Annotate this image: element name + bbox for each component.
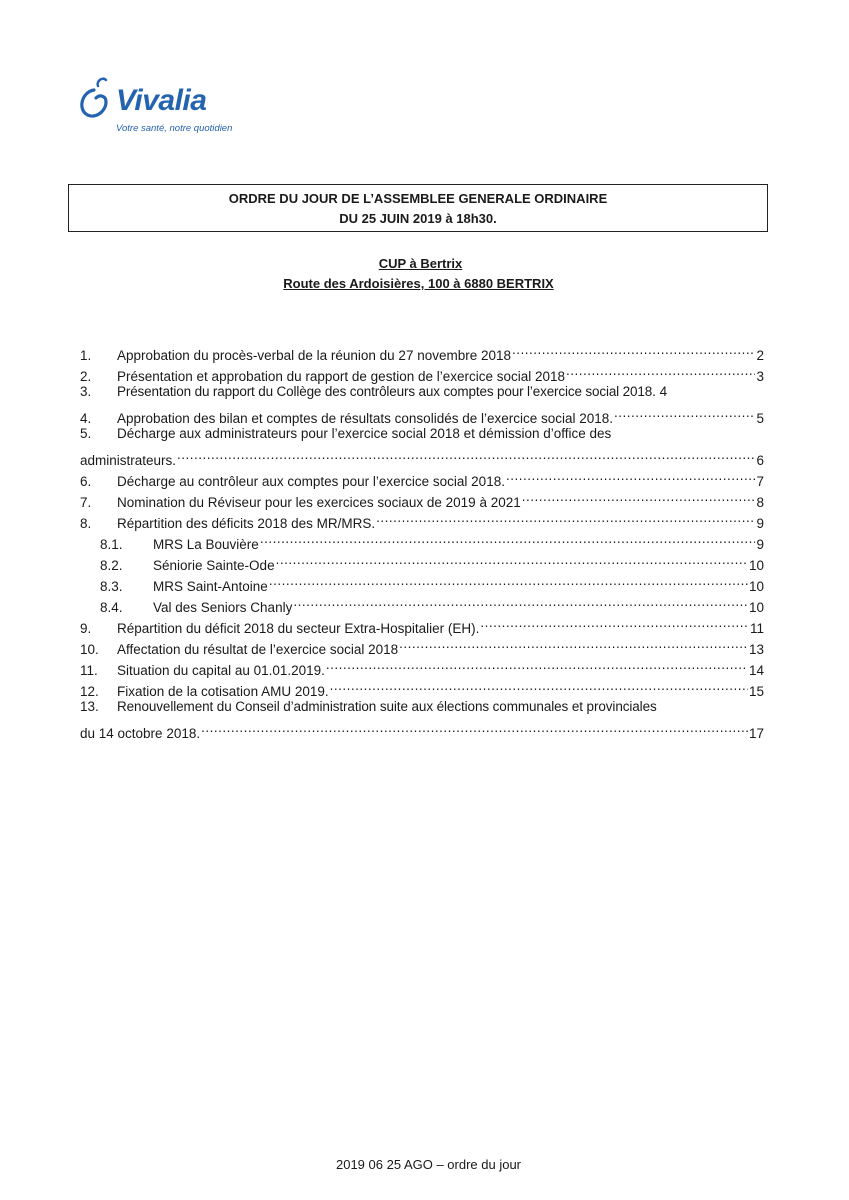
toc-item-label: Décharge au contrôleur aux comptes pour l’exercice social 2018. (117, 474, 505, 489)
toc-item-label: Répartition des déficits 2018 des MR/MRS. (117, 516, 376, 531)
toc-item (80, 696, 764, 717)
toc-item-number: 8.2. (100, 558, 123, 573)
toc-item-continuation (80, 444, 764, 468)
toc-item-page: 9 (756, 537, 764, 552)
toc-item-page: 2 (756, 348, 764, 363)
toc-item-number: 6. (80, 474, 92, 489)
toc-item (80, 465, 764, 489)
toc-item-label: Décharge aux administrateurs pour l’exercice social 2018 et démission d’office des (117, 426, 612, 441)
toc-item-label: Présentation du rapport du Collège des contrôleurs aux comptes pour l’exercice social 2018. (117, 384, 656, 399)
toc-item-page: 4 (659, 384, 668, 399)
logo-tagline: Votre santé, notre quotidien (116, 123, 233, 134)
toc-item-page: 8 (756, 495, 764, 510)
toc-item-page: 7 (756, 474, 764, 489)
toc-item-number: 5. (80, 426, 92, 441)
toc-item-number: 8.3. (100, 579, 123, 594)
page-footer (0, 1157, 849, 1172)
logo-wordmark: Vivalia (116, 84, 207, 117)
toc-item-label: Séniorie Sainte-Ode (153, 558, 275, 573)
toc-item-number: 10. (80, 642, 99, 657)
agenda-title-line2: DU 25 JUIN 2019 à 18h30. (339, 211, 497, 226)
toc-item-page: 3 (756, 369, 764, 384)
toc-item-label: Approbation des bilan et comptes de résultats consolidés de l’exercice social 2018. (117, 411, 614, 426)
toc-item (80, 402, 764, 426)
toc-item-page: 17 (748, 726, 764, 741)
toc-leader-dots (201, 717, 748, 738)
toc-item-number: 12. (80, 684, 99, 699)
toc-item-number: 11. (80, 663, 98, 678)
toc-item-page: 10 (748, 600, 764, 615)
toc-item-label: MRS La Bouvière (153, 537, 259, 552)
toc-leader-dots (177, 444, 755, 465)
toc-item-page: 11 (749, 621, 764, 636)
toc-item-label: Renouvellement du Conseil d’administration suite aux élections communales et provinciales (117, 699, 657, 714)
toc-item-label: MRS Saint-Antoine (153, 579, 268, 594)
meeting-location (0, 254, 849, 294)
toc-item-number: 13. (80, 699, 99, 714)
toc-item-number: 8.4. (100, 600, 123, 615)
toc-leader-dots (506, 465, 756, 486)
toc-item-page: 10 (748, 558, 764, 573)
vivalia-logo (76, 74, 246, 140)
toc-leader-dots (330, 675, 748, 696)
toc-item-page: 10 (748, 579, 764, 594)
location-place: CUP à Bertrix (378, 256, 463, 271)
toc-item-label: Répartition du déficit 2018 du secteur Extra-Hospitalier (EH). (117, 621, 480, 636)
toc-item-page: 13 (748, 642, 764, 657)
toc-leader-dots (260, 528, 756, 549)
toc-item-page: 5 (756, 411, 764, 426)
toc-item (80, 381, 764, 402)
location-address: Route des Ardoisières, 100 à 6880 BERTRIX (283, 276, 554, 291)
toc-item-label: Situation du capital au 01.01.2019. (117, 663, 325, 678)
toc-item-page: 6 (756, 453, 764, 468)
toc-item-label: Présentation et approbation du rapport de gestion de l’exercice social 2018 (117, 369, 566, 384)
toc-leader-dots (399, 633, 748, 654)
toc-item-label: administrateurs. (80, 453, 177, 468)
toc-item-number: 8.1. (100, 537, 123, 552)
toc-item-label: Fixation de la cotisation AMU 2019. (117, 684, 329, 699)
toc-leader-dots (326, 654, 748, 675)
agenda-title-box (68, 184, 768, 232)
logo-swirl-icon (76, 74, 120, 134)
toc-leader-dots (480, 612, 749, 633)
toc-item-number: 3. (80, 384, 92, 399)
toc-item-page: 14 (748, 663, 764, 678)
toc-leader-dots (512, 339, 755, 360)
agenda-title-line1: ORDRE DU JOUR DE L’ASSEMBLEE GENERALE ORDINAIRE (228, 191, 608, 206)
footer-text: 2019 06 25 AGO – ordre du jour (335, 1157, 521, 1172)
toc-item-label: Affectation du résultat de l’exercice social 2018 (117, 642, 399, 657)
toc-leader-dots (614, 402, 755, 423)
toc-item-page: 9 (756, 516, 764, 531)
toc-leader-dots (566, 360, 755, 381)
toc-leader-dots (376, 507, 755, 528)
toc-item-number: 7. (80, 495, 92, 510)
toc-item-page: 15 (748, 684, 764, 699)
table-of-contents (80, 339, 764, 741)
toc-item-number: 8. (80, 516, 92, 531)
toc-item-number: 4. (80, 411, 92, 426)
toc-item-label: Val des Seniors Chanly (153, 600, 293, 615)
toc-item-number: 1. (80, 348, 92, 363)
toc-item (80, 339, 764, 363)
toc-leader-dots (522, 486, 756, 507)
toc-item-number: 9. (80, 621, 92, 636)
toc-item-label: Approbation du procès-verbal de la réunion du 27 novembre 2018 (117, 348, 512, 363)
toc-item-continuation (80, 717, 764, 741)
toc-item (80, 423, 764, 444)
toc-leader-dots (276, 549, 748, 570)
toc-item-label: du 14 octobre 2018. (80, 726, 201, 741)
toc-item-number: 2. (80, 369, 92, 384)
toc-leader-dots (293, 591, 748, 612)
toc-item-label: Nomination du Réviseur pour les exercices sociaux de 2019 à 2021 (117, 495, 521, 510)
toc-leader-dots (269, 570, 748, 591)
